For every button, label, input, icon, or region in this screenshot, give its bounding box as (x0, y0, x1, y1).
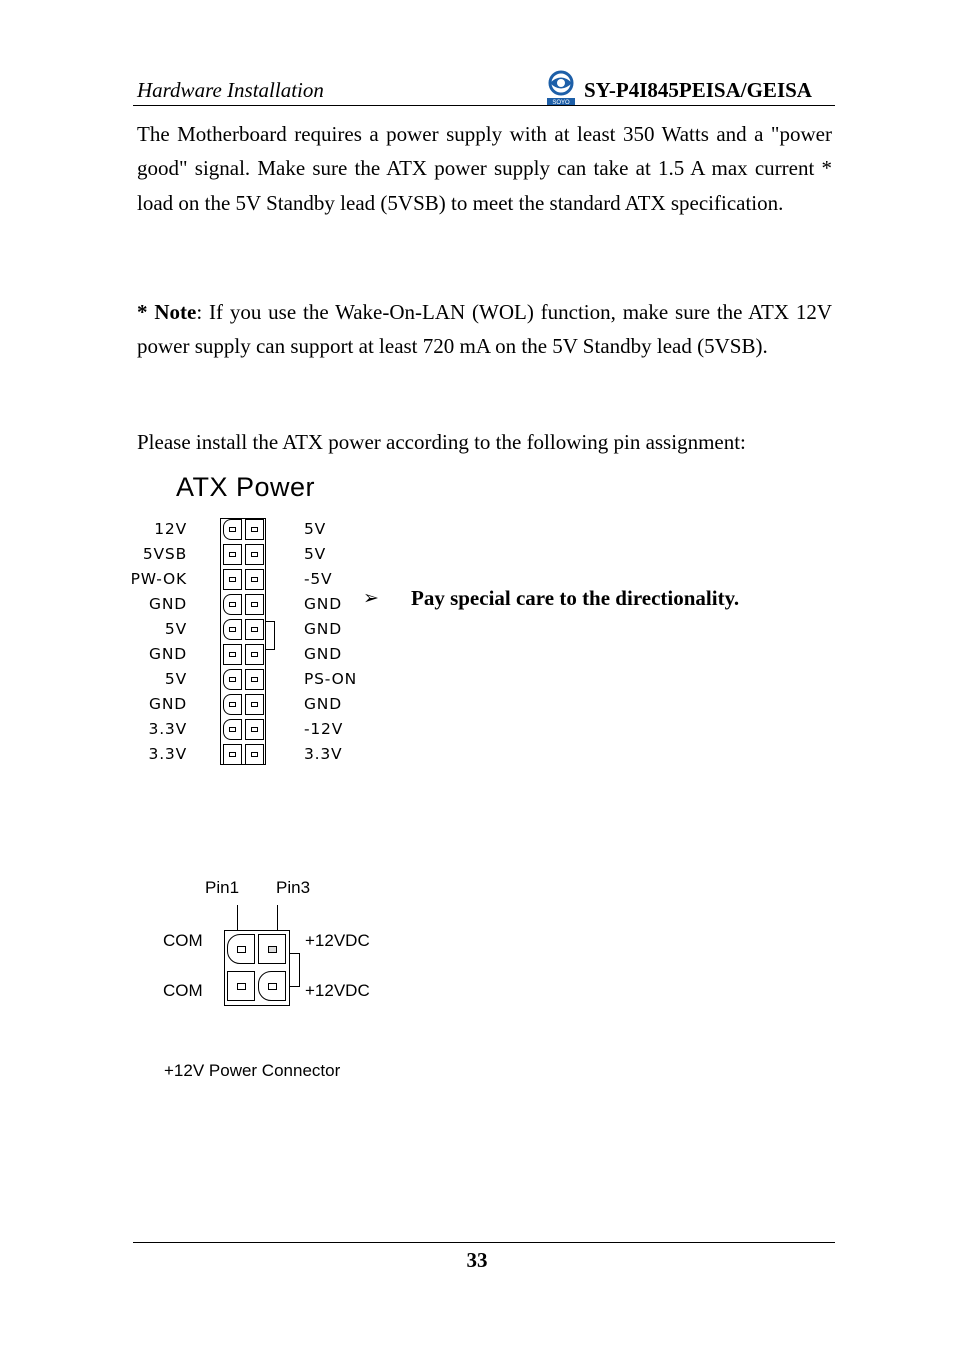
pin-contact (251, 652, 258, 657)
note-text (137, 295, 832, 364)
pin-contact (251, 527, 258, 532)
atx-right-pin-label: 3.3V (304, 745, 343, 763)
atx-left-pin-label: 5V (164, 670, 187, 688)
atx-pin-left (223, 569, 242, 590)
atx-left-pin-label: PW-OK (130, 570, 187, 588)
note-paragraph (137, 295, 832, 364)
note-body: : If you use the Wake-On-LAN (WOL) function, make sure the ATX 12V power supply can support at least 720 mA on the 5V Standby lead (5VSB). (137, 300, 833, 359)
atx-pin-right (245, 619, 264, 640)
pin-contact (229, 752, 236, 757)
12v-connector-key (290, 953, 300, 987)
12v-connector-caption: +12V Power Connector (164, 1061, 341, 1080)
install-instruction-paragraph (137, 425, 832, 459)
pin-contact (229, 627, 236, 632)
atx-left-pin-label: 12V (154, 520, 187, 538)
pin-contact (251, 552, 258, 557)
running-header-model: SY-P4I845PEISA/GEISA (584, 78, 812, 102)
soyo-logo (544, 70, 578, 106)
pin-contact (229, 677, 236, 682)
atx-pin-left (223, 594, 242, 615)
atx-connector-key (266, 621, 275, 650)
pin-contact (229, 652, 236, 657)
atx-left-pin-label: GND (149, 595, 187, 613)
atx-right-pin-label: -5V (304, 570, 333, 588)
power-requirement-paragraph (137, 117, 832, 220)
atx-right-pin-label: GND (304, 695, 342, 713)
pin-contact (251, 602, 258, 607)
atx-pin-left (223, 519, 242, 540)
atx-left-pin-label: 3.3V (148, 745, 187, 763)
atx-pin-right (245, 669, 264, 690)
com-top-label: COM (163, 931, 203, 950)
pin-contact (251, 752, 258, 757)
atx-right-pin-label: GND (304, 645, 342, 663)
atx-pin-left (223, 669, 242, 690)
atx-right-pin-label: 5V (304, 545, 327, 563)
pin-contact (229, 527, 236, 532)
pin-contact (229, 602, 236, 607)
pin-contact (251, 577, 258, 582)
page-number: 33 (466, 1248, 488, 1272)
12v-pin-3 (258, 934, 286, 964)
atx-right-pin-label: 5V (304, 520, 327, 538)
atx-left-pin-label: GND (149, 695, 187, 713)
atx-pin-left (223, 619, 242, 640)
svg-text:SOYO: SOYO (552, 100, 570, 106)
pin-contact (251, 702, 258, 707)
com-bottom-label: COM (163, 981, 203, 1000)
atx-left-pin-label: 3.3V (148, 720, 187, 738)
power-requirement-text: The Motherboard requires a power supply with at least 350 Watts and a "power good" signal. Make sure the ATX power supply can take at 1.5 A max current * load on the 5V Standby lead (5VSB) to meet the standard ATX specification. (137, 122, 832, 215)
note-label: * Note (137, 300, 197, 324)
atx-right-pin-label: GND (304, 595, 342, 613)
pin-contact (251, 627, 258, 632)
atx-left-pin-label: GND (149, 645, 187, 663)
pin-contact (229, 727, 236, 732)
atx-pin-right (245, 719, 264, 740)
atx-pin-right (245, 694, 264, 715)
12v-pin-4 (258, 971, 286, 1001)
atx-pin-right (245, 544, 264, 565)
atx-pin-left (223, 544, 242, 565)
atx-left-pin-label: 5VSB (142, 545, 187, 563)
pin3-leader-line (277, 905, 278, 930)
atx-pin-right (245, 644, 264, 665)
header-divider (133, 105, 835, 106)
12vdc-top-label: +12VDC (305, 931, 370, 950)
running-header-section: Hardware Installation (137, 78, 324, 102)
atx-right-pin-label: GND (304, 620, 342, 638)
pin1-label: Pin1 (205, 878, 240, 897)
pin-contact (229, 552, 236, 557)
atx-pin-right (245, 519, 264, 540)
atx-pin-left (223, 694, 242, 715)
atx-pin-left (223, 644, 242, 665)
pin3-label: Pin3 (276, 878, 311, 897)
pin1-leader-line (237, 905, 238, 930)
atx-left-pin-label: 5V (164, 620, 187, 638)
atx-pin-right (245, 744, 264, 765)
atx-right-pin-label: PS-ON (304, 670, 358, 688)
atx-pin-left (223, 719, 242, 740)
atx-pin-right (245, 569, 264, 590)
arrow-bullet-icon: ➢ (363, 587, 379, 609)
atx-pin-left (223, 744, 242, 765)
12v-pin-1 (227, 934, 255, 964)
pin-contact (229, 702, 236, 707)
atx-right-pin-label: -12V (304, 720, 344, 738)
footer-divider (133, 1242, 835, 1243)
pin-contact (229, 577, 236, 582)
12vdc-bottom-label: +12VDC (305, 981, 370, 1000)
pin-contact (251, 727, 258, 732)
pin-contact (251, 677, 258, 682)
install-instruction-text: Please install the ATX power according to the following pin assignment: (137, 430, 746, 454)
atx-power-title: ATX Power (176, 472, 316, 502)
atx-pin-right (245, 594, 264, 615)
directionality-callout: Pay special care to the directionality. (411, 586, 740, 610)
12v-pin-2 (227, 971, 255, 1001)
